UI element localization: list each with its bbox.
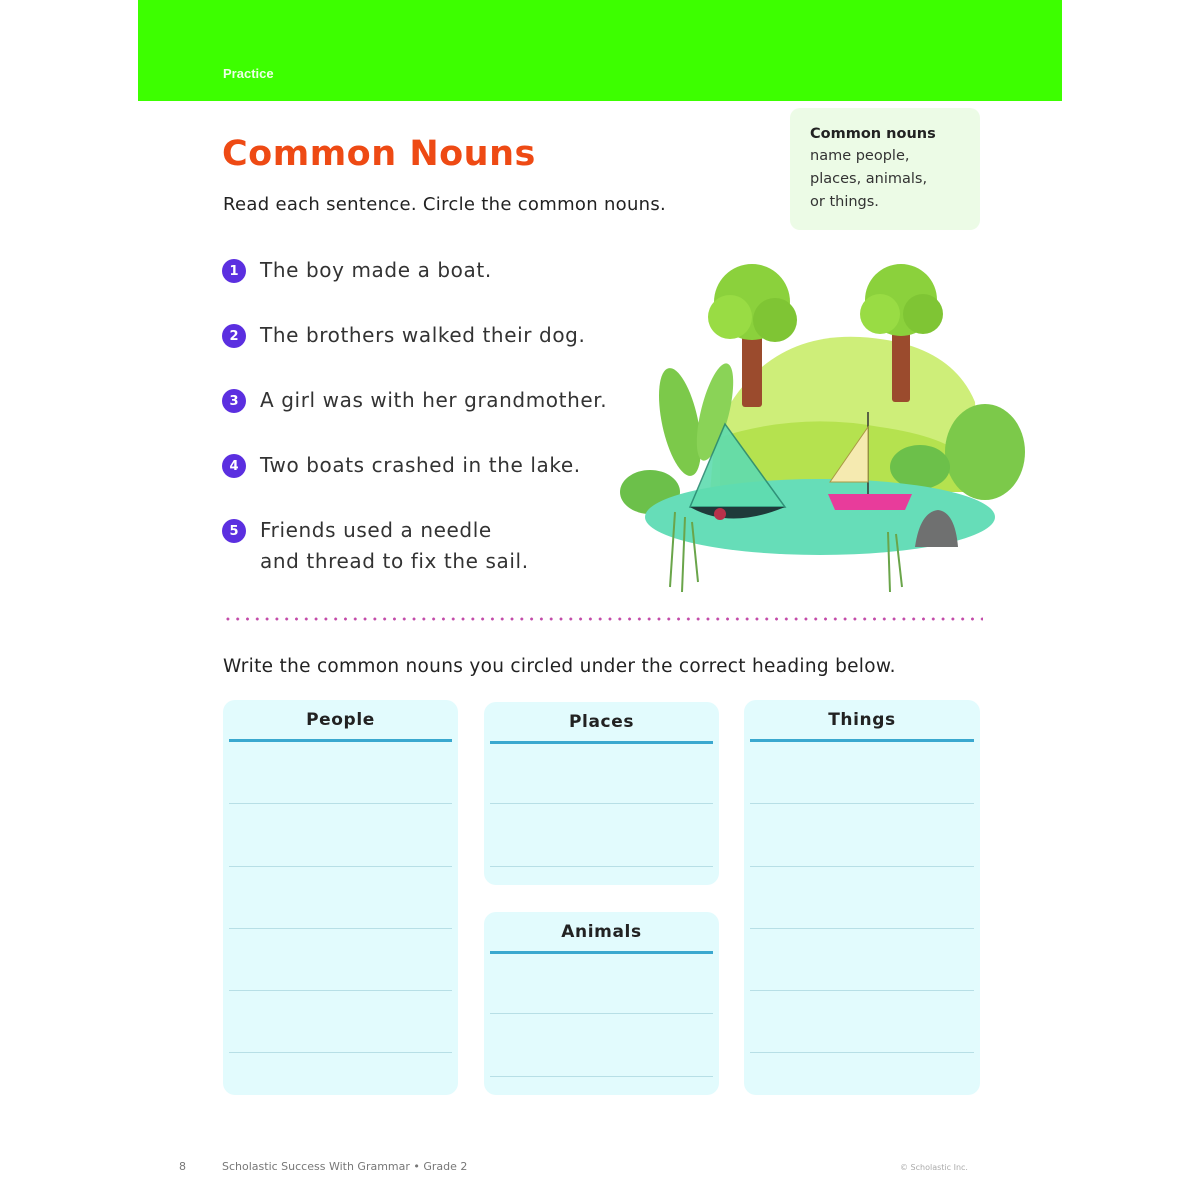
sentence-item: [222, 385, 607, 416]
sentence-text[interactable]: Two boats crashed in the lake.: [260, 453, 581, 477]
tip-line: name people,: [810, 148, 910, 164]
places-column: [484, 702, 719, 885]
things-column: [744, 700, 980, 1095]
sentence-text[interactable]: The brothers walked their dog.: [260, 323, 586, 347]
writing-line[interactable]: [229, 990, 452, 991]
tip-line: places, animals,: [810, 171, 928, 187]
writing-line[interactable]: [750, 803, 974, 804]
animals-heading: Animals: [490, 922, 713, 954]
sorting-instruction: Write the common nouns you circled under the correct heading below.: [223, 656, 896, 677]
sentence-item: [222, 450, 581, 481]
writing-line[interactable]: [750, 866, 974, 867]
book-title: Scholastic Success With Grammar • Grade 2: [222, 1160, 468, 1173]
writing-line[interactable]: [229, 866, 452, 867]
writing-line[interactable]: [750, 1052, 974, 1053]
writing-line[interactable]: [229, 928, 452, 929]
writing-line[interactable]: [490, 1013, 713, 1014]
writing-line[interactable]: [750, 990, 974, 991]
writing-line[interactable]: [490, 866, 713, 867]
number-badge: 2: [222, 324, 246, 348]
lake-with-boats-illustration: [620, 262, 1025, 597]
page-title: Common Nouns: [222, 134, 536, 174]
writing-line[interactable]: [750, 928, 974, 929]
writing-line[interactable]: [229, 1052, 452, 1053]
header-band: [138, 0, 1062, 101]
number-badge: 5: [222, 519, 246, 543]
sentence-text[interactable]: A girl was with her grandmother.: [260, 388, 608, 412]
writing-line[interactable]: [490, 803, 713, 804]
people-column: [223, 700, 458, 1095]
writing-line[interactable]: [490, 1076, 713, 1077]
number-badge: 3: [222, 389, 246, 413]
instruction-text: Read each sentence. Circle the common nouns.: [223, 194, 667, 215]
number-badge: 4: [222, 454, 246, 478]
sentence-text[interactable]: The boy made a boat.: [260, 258, 492, 282]
number-badge: 1: [222, 259, 246, 283]
definition-tip-box: [790, 108, 980, 230]
people-heading: People: [229, 710, 452, 742]
section-label: Practice: [223, 66, 274, 81]
tip-line: or things.: [810, 194, 879, 210]
sentence-item: [222, 515, 529, 577]
copyright: © Scholastic Inc.: [900, 1163, 968, 1172]
things-heading: Things: [750, 710, 974, 742]
writing-line[interactable]: [229, 803, 452, 804]
sentence-text[interactable]: and thread to fix the sail.: [260, 549, 529, 573]
sentence-item: [222, 255, 492, 286]
page-number: 8: [179, 1160, 186, 1173]
sentence-text[interactable]: Friends used a needle: [260, 518, 492, 542]
dotted-divider: [223, 617, 983, 621]
places-heading: Places: [490, 712, 713, 744]
sentence-item: [222, 320, 585, 351]
animals-column: [484, 912, 719, 1095]
tip-title: Common nouns: [810, 126, 936, 142]
